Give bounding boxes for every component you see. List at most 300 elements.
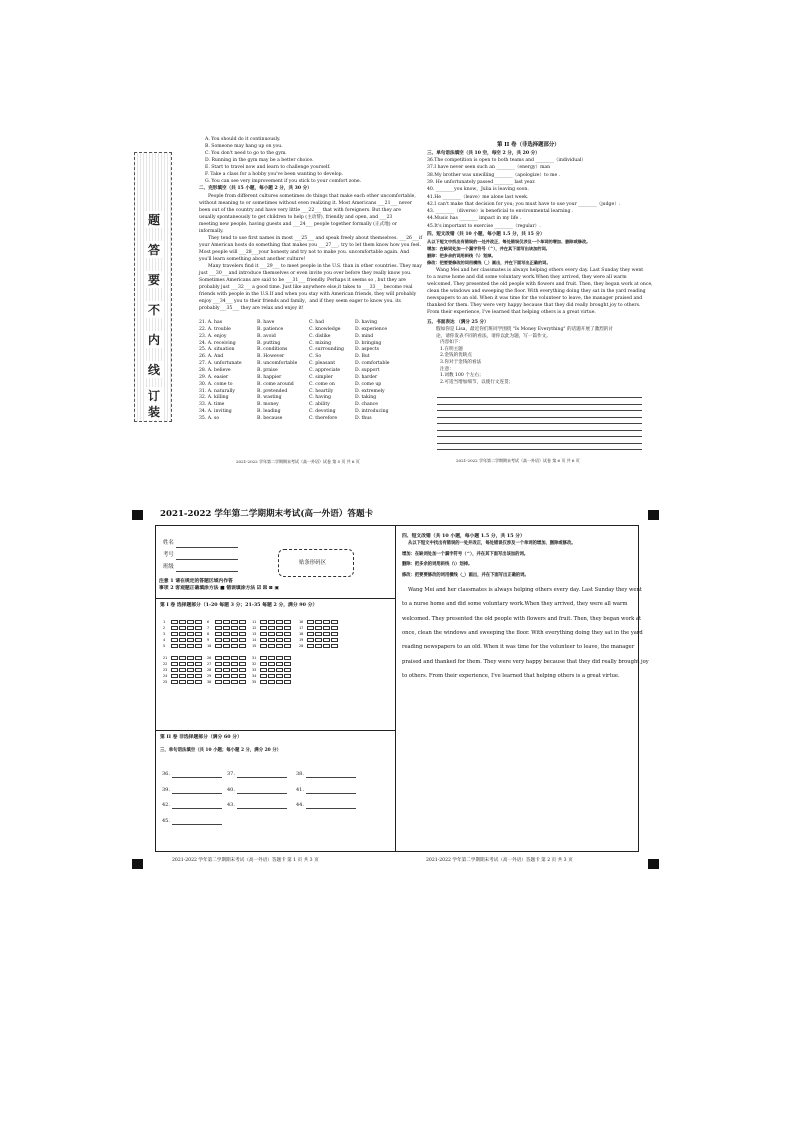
class-label: 班级 <box>163 564 174 570</box>
cloze-option: D. experience <box>355 326 388 332</box>
cloze-option: 24. A. receiving <box>199 340 236 346</box>
answer-bubble[interactable] <box>276 632 283 636</box>
answer-bubble[interactable] <box>187 662 194 666</box>
answer-bubble[interactable] <box>215 638 222 642</box>
option-e: E. Start to travel now and learn to challenge yourself. <box>205 165 331 170</box>
answer-bubble[interactable] <box>231 656 238 660</box>
answer-bubble[interactable] <box>195 680 202 684</box>
question-number: 28 <box>207 668 212 672</box>
passage-line: thanked for them. They were very happy because that they did really brought joy to others. <box>427 303 641 308</box>
cloze-option: B. have <box>257 320 275 325</box>
answer-bubble[interactable] <box>276 656 283 660</box>
answer-bubble[interactable] <box>223 632 230 636</box>
option-d: D. Running in the gym may be a better choice. <box>205 158 314 163</box>
option-b: B. Someone may hang up on you. <box>205 144 283 149</box>
answer-bubble[interactable] <box>307 620 314 624</box>
blank-label: 39. <box>162 786 170 793</box>
answer-bubble[interactable] <box>223 638 230 642</box>
answer-bubble[interactable] <box>187 656 194 660</box>
answer-bubble[interactable] <box>315 620 322 624</box>
answer-bubble[interactable] <box>260 620 267 624</box>
answer-row <box>252 626 292 631</box>
answer-bubble[interactable] <box>239 626 246 630</box>
answer-bubble[interactable] <box>179 656 186 660</box>
answer-bubble[interactable] <box>268 626 275 630</box>
binding-char: 要 <box>144 271 164 288</box>
writing-line[interactable] <box>437 423 642 424</box>
prompt-line: 2.可适当增加细节，以使行文连贯； <box>440 379 514 385</box>
question-number: 12 <box>252 626 257 630</box>
answer-bubble[interactable] <box>239 674 246 678</box>
answer-bubble[interactable] <box>276 620 283 624</box>
answer-bubble[interactable] <box>223 626 230 630</box>
answer-row <box>163 674 203 679</box>
answer-bubble[interactable] <box>276 674 283 678</box>
answer-bubble[interactable] <box>171 626 178 630</box>
corner-marker <box>648 859 659 869</box>
cloze-option: D. aspects <box>355 347 379 353</box>
cloze-option: B. uncomfortable <box>257 361 298 367</box>
answer-bubble[interactable] <box>307 626 314 630</box>
answer-bubble[interactable] <box>268 620 275 624</box>
option-a: A. You should do it continuously. <box>205 137 281 142</box>
answer-bubble[interactable] <box>284 638 291 642</box>
answer-bubble[interactable] <box>323 626 330 630</box>
answer-bubble[interactable] <box>171 632 178 636</box>
answer-bubble[interactable] <box>231 626 238 630</box>
answer-row <box>252 668 292 673</box>
answer-bubble[interactable] <box>195 656 202 660</box>
binding-char: 不 <box>144 301 164 318</box>
answer-bubble[interactable] <box>215 656 222 660</box>
answer-bubble[interactable] <box>179 626 186 630</box>
answer-bubble[interactable] <box>315 638 322 642</box>
answer-bubble[interactable] <box>331 620 338 624</box>
answer-bubble[interactable] <box>179 632 186 636</box>
cloze-option: C. surrounding <box>309 347 344 353</box>
passage-line: just ___30___and introduce themselves or even invite you over before they really know you. <box>199 271 412 276</box>
instruction-line: 增加：在缺词处加一个漏字符号（^），并在其下面写出该加的词。 <box>402 551 529 557</box>
cloze-option: C. come on <box>309 381 335 387</box>
question-number: 25 <box>163 680 168 684</box>
card-footer-left: 2021-2022 学年第二学期期末考试（高一外语）答题卡 第 1 页 共 3 页 <box>172 858 319 863</box>
question-number: 29 <box>207 674 212 678</box>
answer-bubble[interactable] <box>307 638 314 642</box>
answer-bubble[interactable] <box>239 620 246 624</box>
cloze-option: D. introducing <box>355 409 389 415</box>
grammar-item: 39. He unfortunately passed ________ last year. <box>427 179 536 185</box>
answer-row <box>163 626 203 631</box>
answer-bubble[interactable] <box>215 620 222 624</box>
cloze-option: B. patience <box>257 326 284 332</box>
answer-row <box>252 620 292 625</box>
card-footer-right: 2021-2022 学年第二学期期末考试（高一外语）答题卡 第 2 页 共 3 页 <box>426 858 573 863</box>
answer-bubble[interactable] <box>231 620 238 624</box>
question-number: 9 <box>207 638 210 642</box>
answer-bubble[interactable] <box>187 644 194 648</box>
answer-row <box>207 644 247 649</box>
answer-bubble[interactable] <box>179 674 186 678</box>
question-number: 7 <box>207 626 210 630</box>
answer-row <box>163 638 203 643</box>
cloze-option: C. simpler <box>309 374 333 380</box>
name-label: 姓名 <box>163 540 174 546</box>
instruction-line: 删除：把多余的词用斜线（\）划掉。 <box>402 562 473 567</box>
answer-bubble[interactable] <box>179 668 186 672</box>
answer-bubble[interactable] <box>239 656 246 660</box>
blank-field[interactable] <box>306 808 356 809</box>
question-number: 27 <box>207 662 212 666</box>
answer-bubble[interactable] <box>215 680 222 684</box>
grammar-item: 41.He ________（leave）me alone last week. <box>427 194 529 200</box>
blank-field[interactable] <box>172 793 222 794</box>
answer-bubble[interactable] <box>187 668 194 672</box>
cloze-option: 22. A. trouble <box>199 326 231 332</box>
cloze-option: D. harder <box>355 374 378 380</box>
answer-row <box>207 656 247 661</box>
answer-bubble[interactable] <box>284 632 291 636</box>
answer-bubble[interactable] <box>231 662 238 666</box>
passage-line: praised and thanked for them. They were very happy because that they did really brought joy <box>402 658 649 665</box>
cloze-option: D. extremely <box>355 388 385 394</box>
answer-bubble[interactable] <box>171 644 178 648</box>
question-number: 32 <box>252 662 257 666</box>
blank-field[interactable] <box>237 808 287 809</box>
answer-bubble[interactable] <box>231 638 238 642</box>
s5-heading: 五、书面表达 （满分 25 分） <box>427 320 489 325</box>
answer-bubble[interactable] <box>276 662 283 666</box>
answer-bubble[interactable] <box>315 644 322 648</box>
answer-bubble[interactable] <box>268 674 275 678</box>
passage-line: to others. From their experience, I've learned that helping others is a great virtue. <box>402 672 620 679</box>
cloze-option: C. knowledge <box>309 326 341 332</box>
answer-bubble[interactable] <box>239 680 246 684</box>
section-title: 第 II 卷（非选择题部分） <box>497 142 560 148</box>
answer-bubble[interactable] <box>315 632 322 636</box>
answer-bubble[interactable] <box>260 680 267 684</box>
cloze-option: 30. A. come to <box>199 381 233 387</box>
prompt-line: 3.你对于金钱的看法 <box>440 360 482 365</box>
answer-bubble[interactable] <box>179 644 186 648</box>
answer-bubble[interactable] <box>284 626 291 630</box>
grammar-item: 45.It's important to exercise ________（regular）. <box>427 223 541 229</box>
blank-field[interactable] <box>306 777 356 778</box>
answer-bubble[interactable] <box>187 674 194 678</box>
answer-bubble[interactable] <box>239 638 246 642</box>
answer-bubble[interactable] <box>231 644 238 648</box>
answer-row <box>207 626 247 631</box>
answer-bubble[interactable] <box>187 638 194 642</box>
answer-row <box>252 674 292 679</box>
cloze-option: B. happier <box>257 374 282 380</box>
answer-bubble[interactable] <box>187 680 194 684</box>
answer-row <box>299 620 339 625</box>
answer-bubble[interactable] <box>231 680 238 684</box>
answer-row <box>207 680 247 685</box>
cloze-option: C. heartily <box>309 388 334 394</box>
writing-line[interactable] <box>437 410 642 411</box>
blank-field[interactable] <box>306 793 356 794</box>
answer-bubble[interactable] <box>223 644 230 648</box>
passage-line: usually spontaneously to get children to help (主动帮), friendly and open, and ___23 <box>199 215 393 220</box>
answer-bubble[interactable] <box>223 680 230 684</box>
answer-bubble[interactable] <box>187 632 194 636</box>
name-field[interactable] <box>176 547 238 548</box>
answer-bubble[interactable] <box>179 638 186 642</box>
answer-bubble[interactable] <box>215 644 222 648</box>
answer-bubble[interactable] <box>239 662 246 666</box>
question-number: 15 <box>252 644 257 648</box>
answer-bubble[interactable] <box>195 620 202 624</box>
binding-char: 题 <box>144 211 164 228</box>
cloze-option: C. So <box>309 354 322 360</box>
blank-field[interactable] <box>172 808 222 809</box>
answer-bubble[interactable] <box>276 638 283 642</box>
instruction-line: 修改：把要要修改的词用横线（_）画出，并在下面写出正确的词。 <box>427 260 551 265</box>
answer-bubble[interactable] <box>268 668 275 672</box>
class-field[interactable] <box>176 571 238 572</box>
answer-bubble[interactable] <box>187 626 194 630</box>
blank-label: 41. <box>296 786 304 793</box>
question-number: 6 <box>207 620 210 624</box>
answer-bubble[interactable] <box>195 662 202 666</box>
question-number: 11 <box>252 620 257 624</box>
answer-row <box>163 656 203 661</box>
answer-bubble[interactable] <box>171 674 178 678</box>
answer-bubble[interactable] <box>260 638 267 642</box>
prompt-line: 论，请你发表不同的看法，请你以此为题，写一篇作文。 <box>436 333 551 339</box>
answer-bubble[interactable] <box>268 680 275 684</box>
passage-line: enjoy ___34___ you to their friends and family，and if they seem eager to know you. its <box>199 299 401 304</box>
answer-bubble[interactable] <box>195 668 202 672</box>
answer-bubble[interactable] <box>179 662 186 666</box>
cloze-option: C. appreciate <box>309 367 341 373</box>
answer-bubble[interactable] <box>195 626 202 630</box>
answer-bubble[interactable] <box>268 632 275 636</box>
answer-bubble[interactable] <box>239 668 246 672</box>
blank-label: 44. <box>296 802 304 808</box>
question-number: 17 <box>299 626 304 630</box>
corner-marker <box>132 859 143 869</box>
answer-bubble[interactable] <box>323 638 330 642</box>
cloze-option: D. bringing <box>355 340 382 346</box>
answer-bubble[interactable] <box>307 644 314 648</box>
page5-footer: 2021-2022 学年第二学期期末考试（高一外语）试卷 第 5 页 共 6 页 <box>236 459 360 464</box>
writing-line[interactable] <box>437 430 642 431</box>
answer-row <box>163 680 203 685</box>
answer-bubble[interactable] <box>276 680 283 684</box>
passage-line: your American hosts do something that makes you ___27___, try to let them know how you feel. <box>199 243 421 248</box>
grammar-item: 36.The competition is open to both teams and ________（individual） <box>427 158 586 163</box>
answer-bubble[interactable] <box>284 674 291 678</box>
writing-line[interactable] <box>437 417 642 418</box>
answer-bubble[interactable] <box>223 662 230 666</box>
question-number: 23 <box>163 668 168 672</box>
prompt-line: 1.词数 100 个左右； <box>440 373 484 379</box>
answer-bubble[interactable] <box>323 620 330 624</box>
answer-bubble[interactable] <box>276 668 283 672</box>
binding-char: 答 <box>144 241 164 258</box>
answer-row <box>299 644 339 649</box>
answer-bubble[interactable] <box>323 644 330 648</box>
blank-field[interactable] <box>172 824 222 825</box>
answer-bubble[interactable] <box>195 638 202 642</box>
answer-bubble[interactable] <box>284 668 291 672</box>
question-number: 20 <box>299 644 304 648</box>
passage-line: without meaning to or sometimes without even realizing it. Most Americans ___21___ never <box>199 201 413 206</box>
passage-line: From their experience, I've learned that helping others is a great virtue. <box>427 310 596 315</box>
answer-bubble[interactable] <box>215 662 222 666</box>
id-label: 考号 <box>163 552 174 558</box>
answer-bubble[interactable] <box>215 632 222 636</box>
answer-bubble[interactable] <box>231 632 238 636</box>
answer-bubble[interactable] <box>223 620 230 624</box>
answer-bubble[interactable] <box>171 668 178 672</box>
divider <box>155 730 395 731</box>
writing-line[interactable] <box>437 443 642 444</box>
answer-bubble[interactable] <box>215 626 222 630</box>
cloze-option: B. praise <box>257 367 278 373</box>
question-number: 5 <box>163 644 166 648</box>
question-number: 14 <box>252 638 257 642</box>
blank-field[interactable] <box>237 793 287 794</box>
cloze-option: C. pleasant <box>309 361 336 367</box>
answer-row <box>252 656 292 661</box>
answer-bubble[interactable] <box>284 620 291 624</box>
question-number: 4 <box>163 638 166 642</box>
passage-line: to a nurse home and did some voluntary work.When they arrived, they were all warm <box>427 275 627 280</box>
writing-line[interactable] <box>437 397 642 398</box>
question-number: 18 <box>299 632 304 636</box>
answer-bubble[interactable] <box>231 674 238 678</box>
option-f: F. Take a class for a hobby you've been wanting to develop. <box>205 172 344 177</box>
answer-bubble[interactable] <box>268 656 275 660</box>
answer-bubble[interactable] <box>223 674 230 678</box>
question-number: 13 <box>252 632 257 636</box>
answer-bubble[interactable] <box>276 644 283 648</box>
passage-line: They tend to use first names in most ___25___ and speak freely about themselves. ___26___if <box>208 236 423 241</box>
prompt-line: 假如你是 Lisa，最近你们班同学围绕 "Is Money Everything" 的话题开展了激烈的讨 <box>436 327 613 332</box>
answer-bubble[interactable] <box>260 662 267 666</box>
answer-bubble[interactable] <box>331 644 338 648</box>
question-number: 35 <box>252 680 257 684</box>
answer-bubble[interactable] <box>260 656 267 660</box>
answer-bubble[interactable] <box>315 626 322 630</box>
passage-line: welcomed. They presented the old people with flowers and fruit. Then, they began work at <box>402 615 642 622</box>
answer-bubble[interactable] <box>331 626 338 630</box>
cloze-option: 34. A. inviting <box>199 409 232 415</box>
cloze-option: B. avoid <box>257 333 276 339</box>
binding-char: 内 <box>144 331 164 348</box>
answer-bubble[interactable] <box>239 632 246 636</box>
grammar-item: 40. ________you know，Julia is leaving soon. <box>427 187 529 193</box>
answer-bubble[interactable] <box>268 662 275 666</box>
question-number: 16 <box>299 620 304 624</box>
answer-bubble[interactable] <box>215 668 222 672</box>
answer-bubble[interactable] <box>284 656 291 660</box>
passage-line: meeting new people, having guests and ___24___ people together formally (正式地) or <box>199 222 397 227</box>
answer-bubble[interactable] <box>284 680 291 684</box>
blank-field[interactable] <box>237 777 287 778</box>
answer-bubble[interactable] <box>195 632 202 636</box>
answer-bubble[interactable] <box>260 674 267 678</box>
cloze-option: 33. A. time <box>199 402 225 408</box>
question-number: 21 <box>163 656 168 660</box>
column-divider <box>395 525 396 852</box>
answer-bubble[interactable] <box>307 632 314 636</box>
passage-line: Sometimes Americans are said to be ___31___ friendly. Perhaps it seems so , but they are <box>199 278 406 283</box>
answer-bubble[interactable] <box>239 644 246 648</box>
answer-bubble[interactable] <box>215 674 222 678</box>
answer-row <box>252 644 292 649</box>
answer-bubble[interactable] <box>276 626 283 630</box>
answer-bubble[interactable] <box>179 620 186 624</box>
writing-line[interactable] <box>437 436 642 437</box>
passage-line: you'll learn something about another culture! <box>199 257 306 262</box>
answer-bubble[interactable] <box>260 632 267 636</box>
grammar-item: 38.My brother was unwilling________（apologize）to me . <box>427 172 561 178</box>
cloze-option: C. devoting <box>309 409 336 415</box>
answer-bubble[interactable] <box>171 656 178 660</box>
answer-bubble[interactable] <box>171 662 178 666</box>
answer-card-title: 2021-2022 学年第二学期期末考试(高一外语）答题卡 <box>160 509 374 519</box>
answer-bubble[interactable] <box>171 638 178 642</box>
blank-field[interactable] <box>172 777 222 778</box>
instruction-line: 从以下短文中找出有错误的一处并改正，每处错误仅涉及一个单词的增加、删除或修改。 <box>427 239 591 244</box>
cloze-option: B. because <box>257 415 283 421</box>
answer-row <box>252 638 292 643</box>
answer-bubble[interactable] <box>231 668 238 672</box>
answer-bubble[interactable] <box>260 668 267 672</box>
cloze-option: 35. A. so <box>199 415 220 421</box>
grammar-item: 42.I can't make that decision for you; you must have to use your ________（judge）. <box>427 201 621 207</box>
id-field[interactable] <box>176 559 238 560</box>
cloze-option: B. wasting <box>257 395 282 401</box>
cloze-option: C. therefore <box>309 415 338 421</box>
passage-line: once, clean the windows and sweeping the floor. With everything doing they sat in the yard <box>402 629 643 636</box>
answer-bubble[interactable] <box>223 668 230 672</box>
answer-bubble[interactable] <box>179 680 186 684</box>
writing-line[interactable] <box>437 449 642 450</box>
answer-bubble[interactable] <box>171 620 178 624</box>
answer-bubble[interactable] <box>268 638 275 642</box>
passage-line: informally. <box>199 229 224 234</box>
answer-bubble[interactable] <box>331 632 338 636</box>
writing-line[interactable] <box>437 404 642 405</box>
answer-bubble[interactable] <box>284 644 291 648</box>
answer-row <box>207 674 247 679</box>
answer-bubble[interactable] <box>171 680 178 684</box>
answer-bubble[interactable] <box>323 632 330 636</box>
blank-label: 36. <box>162 771 170 777</box>
answer-bubble[interactable] <box>260 626 267 630</box>
question-number: 19 <box>299 638 304 642</box>
question-number: 26 <box>207 656 212 660</box>
answer-bubble[interactable] <box>260 644 267 648</box>
answer-bubble[interactable] <box>223 656 230 660</box>
answer-bubble[interactable] <box>284 662 291 666</box>
answer-bubble[interactable] <box>187 620 194 624</box>
answer-bubble[interactable] <box>331 638 338 642</box>
answer-bubble[interactable] <box>195 674 202 678</box>
answer-bubble[interactable] <box>195 644 202 648</box>
grammar-item: 37.I have never seen such an ________（energy）man <box>427 165 551 171</box>
part2-sub: 三、单句语法填空（共 10 小题；每小题 2 分，满分 20 分） <box>160 748 282 753</box>
cloze-option: D. come up <box>355 381 382 387</box>
answer-bubble[interactable] <box>268 644 275 648</box>
question-number: 22 <box>163 662 168 666</box>
cloze-option: D. comfortable <box>355 361 390 367</box>
